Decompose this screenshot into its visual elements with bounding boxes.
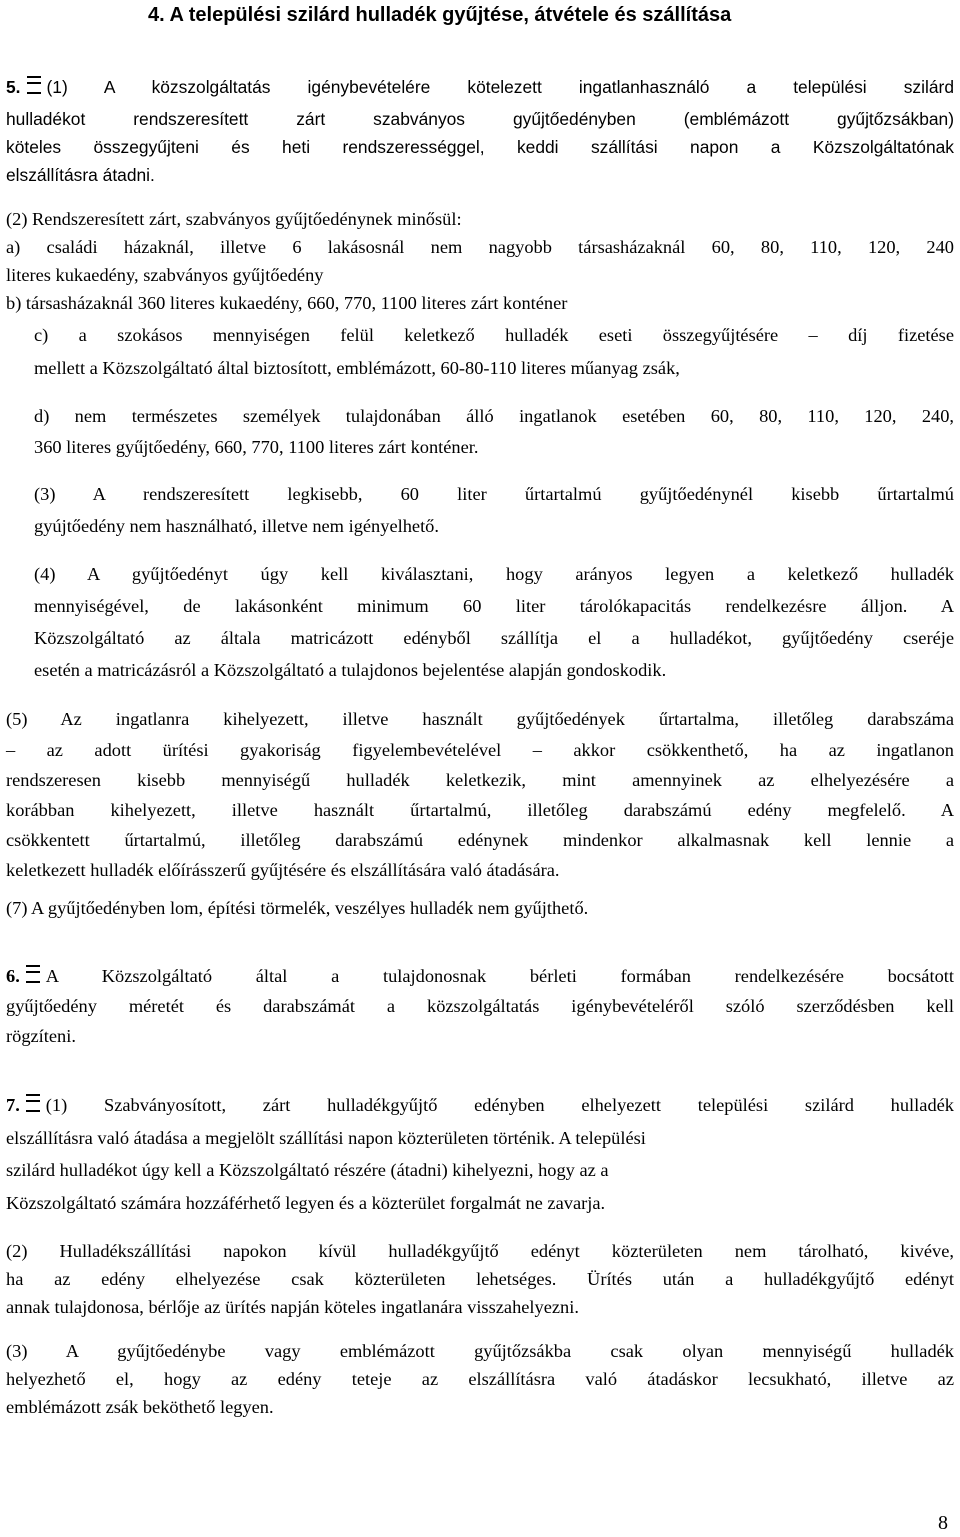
s7-p1-l1: (1) Szabványosított, zárt hulladékgyűjtő edényben elhelyezett települési szilárd hulladék [45, 1095, 954, 1115]
s7-p2-l1: (2) Hulladékszállítási napokon kívül hulladékgyűjtő edényt közterületen nem tárolható, kivéve, [6, 1241, 954, 1261]
s5-p4-l4: esetén a matricázásról a Közszolgáltató a tulajdonos bejelentése alapján gondoskodik. [34, 660, 667, 680]
s5-p1-l2: hulladékot rendszeresített zárt szabványos gyűjtőedényben (emblémázott gyűjtőzsákban) [6, 109, 954, 129]
section-6-line-1 [6, 963, 954, 989]
s7-p3-l2: helyezhető el, hogy az edény teteje az elszállításra való átadáskor lecsukható, illetve az [6, 1369, 954, 1389]
s6-l1: A Közszolgáltató által a tulajdonosnak bérleti formában rendelkezésére bocsátott [45, 966, 954, 986]
paragraph-sign-icon [26, 1094, 40, 1112]
s5-p4-l2: mennyiségével, de lakásonként minimum 60 liter tárolókapacitás rendelkezésre álljon. A [34, 596, 954, 616]
s5-p2d-l1: d) nem természetes személyek tulajdonában álló ingatlanok esetében 60, 80, 110, 120, 240, [34, 406, 954, 426]
s5-p3-l2: gyújtőedény nem használható, illetve nem igényelhető. [34, 516, 439, 536]
s5-p5-l1: (5) Az ingatlanra kihelyezett, illetve használt gyűjtőedények űrtartalma, illetőleg darabszáma [6, 709, 954, 729]
page-number: 8 [938, 1512, 948, 1534]
s5-p2-l4: b) társasházaknál 360 literes kukaedény, 660, 770, 1100 literes zárt konténer [6, 293, 568, 313]
s5-p5-l3: rendszeresen kisebb mennyiségű hulladék keletkezik, mint amennyinek az elhelyezésére a [6, 770, 954, 790]
s5-p7: (7) A gyűjtőedényben lom, építési törmelék, veszélyes hulladék nem gyűjthető. [6, 898, 589, 918]
s5-p5-l6: keletkezett hulladék előírásszerű gyűjtésére és elszállítására való átadására. [6, 860, 560, 880]
s5-p2-l2: a) családi házaknál, illetve 6 lakásosnál nem nagyobb társasházaknál 60, 80, 110, 120, 240 [6, 237, 954, 257]
s5-p5-l2: – az adott ürítési gyakoriság figyelembevételével – akkor csökkenthető, ha az ingatlanon [6, 740, 954, 760]
s5-p1-l1: (1) A közszolgáltatás igénybevételére kötelezett ingatlanhasználó a települési szilárd [46, 77, 954, 97]
s5-p2c-l2: mellett a Közszolgáltató által biztosított, emblémázott, 60-80-110 literes műanyag zsák, [34, 358, 680, 378]
s6-l3: rögzíteni. [6, 1026, 76, 1046]
s5-p1-l4: elszállításra átadni. [6, 165, 155, 185]
s5-p5-l5: csökkentett űrtartalmú, illetőleg darabszámú edénynek mindenkor alkalmasnak kell lennie a [6, 830, 954, 850]
s7-p2-l2: ha az edény elhelyezése csak közterületen lehetséges. Ürítés után a hulladékgyűjtő edényt [6, 1269, 954, 1289]
s5-p2d-l2: 360 literes gyűjtőedény, 660, 770, 1100 literes zárt konténer. [34, 437, 479, 457]
section-5-line-1 [6, 74, 954, 100]
section-6-number: 6. [6, 966, 20, 986]
s5-p2c-l1: c) a szokásos mennyiségen felül keletkező hulladék eseti összegyűjtésére – díj fizetése [34, 325, 954, 345]
s5-p2-l3: literes kukaedény, szabványos gyűjtőedény [6, 265, 324, 285]
s6-l2: gyűjtőedény méretét és darabszámát a közszolgáltatás igénybevételéről szóló szerződésben kell [6, 996, 954, 1016]
s7-p1-l3: szilárd hulladékot úgy kell a Közszolgáltató részére (átadni) kihelyezni, hogy az a [6, 1160, 609, 1180]
paragraph-sign-icon [26, 965, 40, 983]
section-heading: 4. A települési szilárd hulladék gyűjtése, átvétele és szállítása [148, 4, 732, 26]
s5-p2-l1: (2) Rendszeresített zárt, szabványos gyűjtőedénynek minősül: [6, 209, 462, 229]
section-7-line-1 [6, 1092, 954, 1118]
s5-p5-l4: korábban kihelyezett, illetve használt űrtartalmú, illetőleg darabszámú edény megfelelő. A [6, 800, 954, 820]
s5-p1-l3: köteles összegyűjteni és heti rendszerességgel, keddi szállítási napon a Közszolgáltatónak [6, 137, 954, 157]
s7-p1-l4: Közszolgáltató számára hozzáférhető legyen és a közterület forgalmát ne zavarja. [6, 1193, 606, 1213]
section-5-number: 5. [6, 77, 21, 97]
s7-p3-l1: (3) A gyűjtőedénybe vagy emblémázott gyűjtőzsákba csak olyan mennyiségű hulladék [6, 1341, 954, 1361]
s7-p3-l3: emblémázott zsák beköthető legyen. [6, 1397, 274, 1417]
s7-p1-l2: elszállításra való átadása a megjelölt szállítási napon közterületen történik. A települési [6, 1128, 646, 1148]
section-7-number: 7. [6, 1095, 20, 1115]
s5-p4-l3: Közszolgáltató az általa matricázott edényből szállítja el a hulladékot, gyűjtőedény cseréje [34, 628, 954, 648]
s7-p2-l3: annak tulajdonosa, bérlője az ürítés napján köteles ingatlanára visszahelyezni. [6, 1297, 579, 1317]
s5-p4-l1: (4) A gyűjtőedényt úgy kell kiválasztani, hogy arányos legyen a keletkező hulladék [34, 564, 954, 584]
s5-p3-l1: (3) A rendszeresített legkisebb, 60 liter űrtartalmú gyűjtőedénynél kisebb űrtartalmú [34, 484, 954, 504]
paragraph-sign-icon [27, 76, 41, 94]
